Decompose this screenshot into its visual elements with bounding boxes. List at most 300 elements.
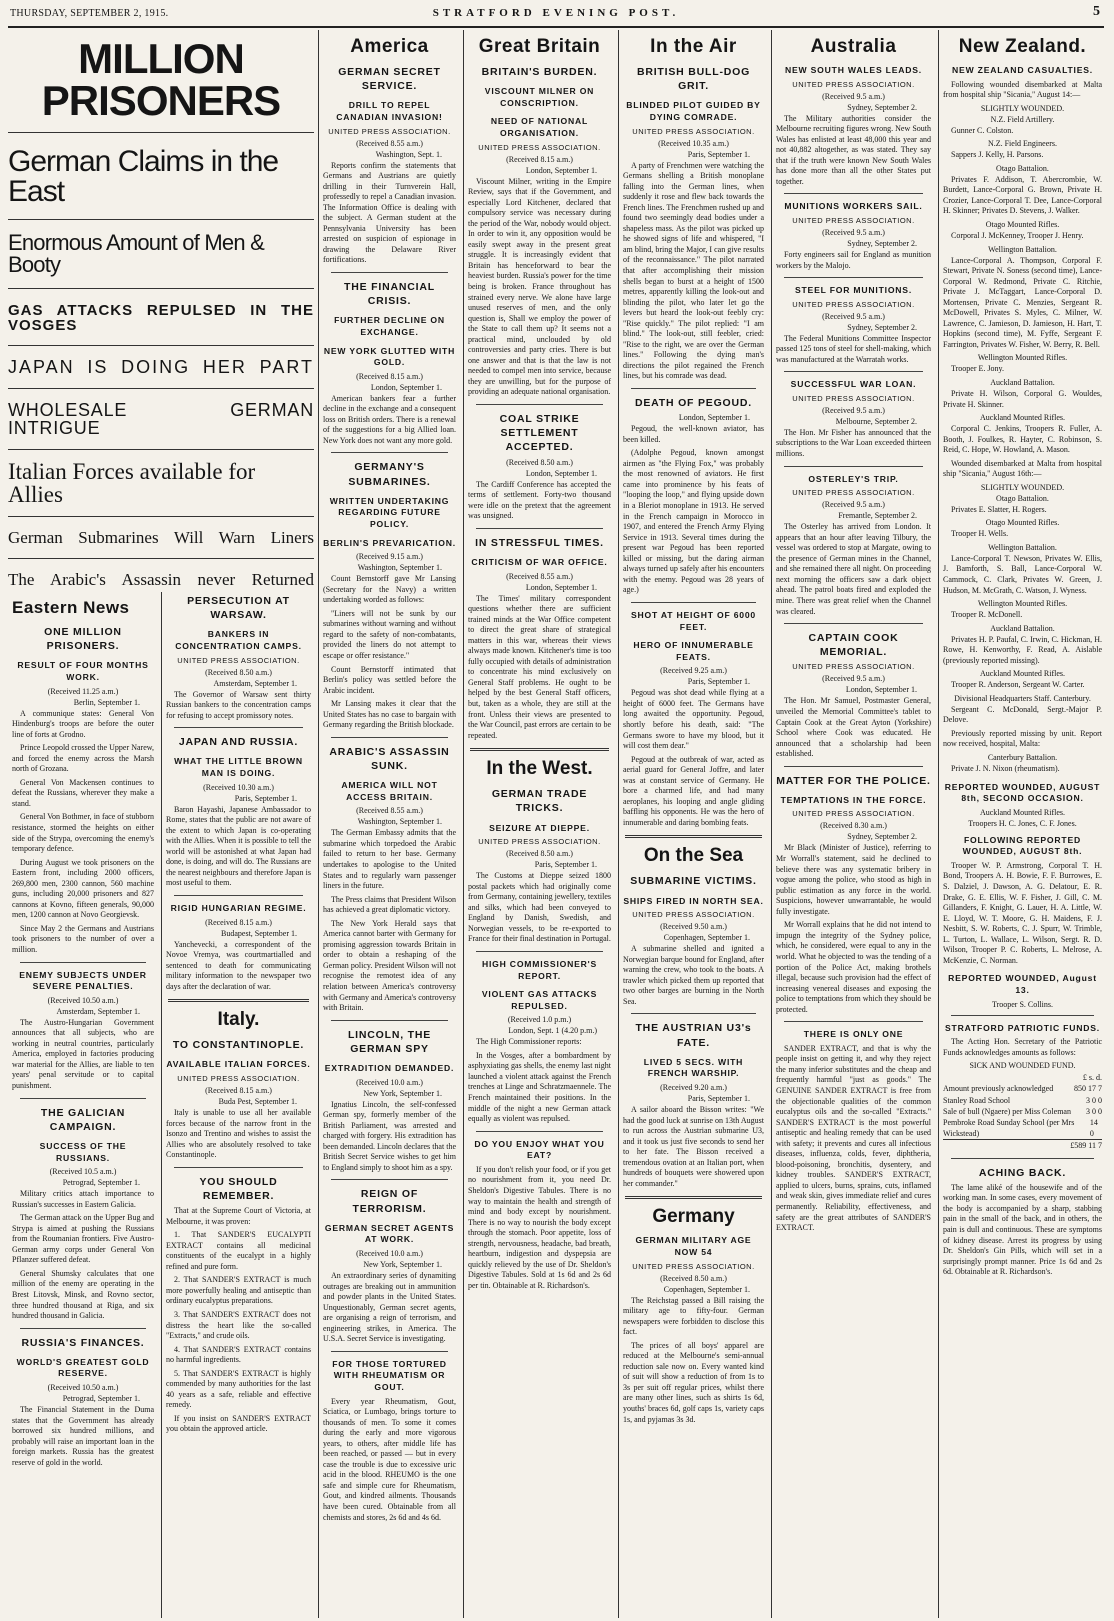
col2-s1-source: UNITED PRESS ASSOCIATION. <box>177 655 300 665</box>
west-source: UNITED PRESS ASSOCIATION. <box>478 837 601 847</box>
america-s5-para: Ignatius Lincoln, the self-confessed German spy, formerly member of the British Parliament, was arrested and charged with forgery. His extradition has been demanded. Lincoln declares that the British Secret Service wishes to get him to England simply to shoot him as a spy. <box>323 1099 456 1172</box>
fund-row <box>943 1106 1102 1117</box>
divider <box>784 623 923 624</box>
air-s1-heading: BRITISH BULL-DOG GRIT. <box>636 66 751 93</box>
sea-dateline: Copenhagen, September 1. <box>663 933 750 943</box>
divider <box>476 528 603 529</box>
nz-casualty-line: Private J. N. Nixon (rheumatism). <box>951 764 1060 774</box>
col2-s3-dateline: Budapest, September 1. <box>221 928 297 938</box>
column-in-the-air <box>618 30 768 1618</box>
column-great-britain <box>463 30 615 1618</box>
eastern-s1-para: During August we took prisoners on the Eastern front, including 2000 officers, 269,800 men, 2300 cannon, 560 machine guns, including 20,000 prisoners and 827 cannons at Kovno, fifteen generals, 90,000 men, 1200 cannon at Novo Georgievsk. <box>12 857 154 920</box>
headline-million-prisoners: MILLION PRISONERS <box>8 30 314 133</box>
eastern-s2-heading: ENEMY SUBJECTS UNDER SEVERE PENALTIES. <box>19 969 147 992</box>
fund-currency-header: £ s. d. <box>1082 1073 1102 1083</box>
america-s4-para: The New York Herald says that America cannot barter with Germany for promising aggression towards Britain in order to obtain a reshaping of the German policy. President Wilson will not recognise the remotest idea of any relation between America's controversy with Germany and America's controversy with Britain. <box>323 918 456 1013</box>
britain-s5-received: (Received 1.0 p.m.) <box>507 1015 572 1025</box>
front-headlines <box>8 30 314 588</box>
sanders-ad-para: 2. That SANDER'S EXTRACT is much more powerfully healing and antiseptic than ordinary eucalyptus preparations. <box>166 1275 311 1306</box>
air-s2-para: Pegoud, the well-known aviator, has been killed. <box>623 424 764 444</box>
divider <box>784 371 923 372</box>
air-s1-received: (Received 10.35 a.m.) <box>658 138 729 148</box>
australia-s1-dateline: Sydney, September 2. <box>847 102 917 112</box>
page-number: 5 <box>1093 4 1100 19</box>
nz-casualty-line: Privates H. P. Paufal, C. Irwin, C. Hickman, H. Rowe, H. Kenworthy, F. Read, A. Aislable (previously reported missing). <box>943 634 1102 665</box>
eastern-s1-para: Since May 2 the Germans and Austrians took prisoners to the number of over a million. <box>12 923 154 955</box>
britain-s3-heading: IN STRESSFUL TIMES. <box>475 536 604 549</box>
fund-name: SICK AND WOUNDED FUND. <box>969 1061 1076 1071</box>
headline-enormous-amount: Enormous Amount of Men & Booty <box>8 220 314 289</box>
divider <box>476 1131 603 1132</box>
col2-s1-subheading: BANKERS IN CONCENTRATION CAMPS. <box>175 629 302 651</box>
australia-s4-heading: SUCCESSFUL WAR LOAN. <box>790 379 917 390</box>
divider <box>331 272 448 273</box>
fund-row-amount: 3 0 0 <box>1086 1095 1102 1105</box>
nz-casualty-line: REPORTED WOUNDED, AUGUST 8th, SECOND OCCASION. <box>944 781 1101 804</box>
air-s3-received: (Received 9.25 a.m.) <box>660 666 727 676</box>
divider <box>174 1167 303 1168</box>
nz-casualty-line: SLIGHTLY WOUNDED. <box>980 482 1065 492</box>
australia-s5-dateline: Fremantle, September 2. <box>838 511 917 521</box>
air-s3-heading: SHOT AT HEIGHT OF 6000 FEET. <box>630 609 757 632</box>
america-s2-dateline: London, September 1. <box>370 382 442 392</box>
air-s5-heading: THE AUSTRIAN U3's FATE. <box>635 1022 752 1049</box>
col2-s2-received: (Received 10.30 a.m.) <box>203 782 274 792</box>
fund-columns <box>943 1072 1102 1083</box>
divider <box>174 727 303 728</box>
nz-casualty-line: Privates E. Slatter, H. Rogers. <box>951 504 1047 514</box>
col2-s1-dateline: Amsterdam, September 1. <box>213 678 297 688</box>
air-s5-dateline: Paris, September 1. <box>687 1094 750 1103</box>
fund-row-label: Sale of bull (Ngaere) per Miss Coleman <box>943 1106 1071 1116</box>
eastern-s3-dateline: Petrograd, September 1. <box>62 1178 140 1188</box>
nz-casualty-line: Sappers J. Kelly, H. Parsons. <box>951 150 1044 160</box>
divider <box>331 1020 448 1021</box>
fund-row <box>943 1095 1102 1106</box>
australia-title: Australia <box>810 36 897 57</box>
australia-s3-para: The Federal Munitions Committee Inspector passed 125 tons of steel for shell-making, which was manufactured at the Warratah works. <box>776 333 931 364</box>
col2-s3-received: (Received 8.15 a.m.) <box>205 917 272 927</box>
col2-s2-heading: JAPAN AND RUSSIA. <box>178 736 299 749</box>
col2-s2-dateline: Paris, September 1. <box>234 793 297 803</box>
nz-casualty-line: Troopers H. C. Jones, C. F. Jones. <box>968 818 1077 828</box>
australia-s5-para: The Osterley has arrived from London. It appears that an hour after leaving Tilbury, the vessel was ordered to stop at Margate, owing to the presence of German mines in the Channel, and she remained there all night. On proceeding next morning the officers saw a dark object ahead. The patrol boats fired and exploded the mine. There was great relief when the Channel was cleared. <box>776 522 931 616</box>
sea-source: UNITED PRESS ASSOCIATION. <box>632 910 755 920</box>
australia-s4-received: (Received 9.5 a.m.) <box>822 405 885 415</box>
col2-s1-heading: PERSECUTION AT WARSAW. <box>187 595 290 622</box>
australia-s7-dateline: Sydney, September 2. <box>847 832 917 842</box>
sanders-ad-para: 3. That SANDER'S EXTRACT does not distress the heart like the so-called "Extracts," and crude oils. <box>166 1310 311 1341</box>
col2-s2-subheading: WHAT THE LITTLE BROWN MAN IS DOING. <box>174 756 303 778</box>
britain-s5-subheading: VIOLENT GAS ATTACKS REPULSED. <box>481 989 598 1011</box>
italy-subheading: AVAILABLE ITALIAN FORCES. <box>166 1059 311 1070</box>
nz-casualty-line: Otago Battalion. <box>996 163 1049 173</box>
eastern-s4-subheading: WORLD'S GREATEST GOLD RESERVE. <box>16 1356 150 1379</box>
divider <box>631 1013 756 1014</box>
headline-intrigue: WHOLESALE GERMAN INTRIGUE <box>8 389 314 450</box>
nz-casualty-line: Trooper S. Collins. <box>991 999 1054 1009</box>
america-title: America <box>350 36 429 57</box>
nz-casualty-line: Trooper R. Anderson, Sergeant W. Carter. <box>951 680 1085 690</box>
australia-s4-para: The Hon. Mr Fisher has announced that the subscriptions to the War Loan exceeded thirteen millions. <box>776 427 931 459</box>
headline-arabic: The Arabic's Assassin never Returned <box>8 559 314 588</box>
eastern-s1-para: General Von Bothmer, in face of stubborn resistance, stormed the heights on either side of the Strypa, overcoming the enemy's temporary defence. <box>12 812 154 854</box>
america-s3-subheading: WRITTEN UNDERTAKING REGARDING FUTURE POLICY. <box>329 495 450 529</box>
west-subheading: SEIZURE AT DIEPPE. <box>489 822 590 833</box>
divider <box>331 1179 448 1180</box>
air-s2-dateline: London, September 1. <box>678 413 750 423</box>
air-s2-para: (Adolphe Pegoud, known amongst airmen as "the Flying Fox," was probably the most renowned of aviators. He first came into prominence by his feats of "looping the loop," and flying upside down in a Bleriot monoplane in 1913. He served in the French campaign in Morocco in 1907, and entered the French Army Flying Service in 1913. Several times during the present war Pegoud has been reported killed or missing, but the daring airman always turned up safely after his encounters with the enemy. Pegoud was 28 years of age.) <box>623 448 764 595</box>
patriotic-funds-heading: STRATFORD PATRIOTIC FUNDS. <box>945 1022 1100 1033</box>
eastern-s3-para: The German attack on the Upper Bug and Strypa is aimed at pushing the Russians from the Roumanian frontiers. Five Austro-German army corps under General Von Pflanzer suffered defeat. <box>12 1213 154 1265</box>
america-s3-received: (Received 9.15 a.m.) <box>356 552 423 562</box>
nz-casualty-line: Wounded disembarked at Malta from hospital ship "Sicania," August 16th:— <box>943 458 1102 479</box>
nz-casualty-line: Canterbury Battalion. <box>987 753 1058 763</box>
britain-s3-subheading: CRITICISM OF WAR OFFICE. <box>471 556 608 567</box>
sheldon-ad-heading: DO YOU ENJOY WHAT YOU EAT? <box>474 1138 605 1161</box>
australia-s3-dateline: Sydney, September 2. <box>847 322 917 332</box>
divider <box>20 1328 146 1329</box>
eastern-s1-subheading: RESULT OF FOUR MONTHS WORK. <box>17 660 149 682</box>
australia-s7-para: Mr Worrall explains that he did not intend to impugn the integrity of the Sydney police, which, he considered, were equal to any in the world. What he objected to was the tending of a portion of the Police Act, making brothels illegal, because such provision had the effect of increasing venereal diseases and exposing the police to temptations from which they should be protected. <box>776 920 931 1014</box>
col2-s1-received: (Received 8.50 a.m.) <box>205 667 272 677</box>
america-s5-subheading: EXTRADITION DEMANDED. <box>324 1063 455 1073</box>
britain-s2-received: (Received 8.50 a.m.) <box>506 457 573 467</box>
divider <box>784 1021 923 1022</box>
germany-para: The Reichstag passed a Bill raising the military age to fifty-four. German newspapers were forbidden to disclose this fact. <box>623 1295 764 1337</box>
nz-casualty-line: REPORTED WOUNDED, August 13. <box>948 973 1097 995</box>
nz-casualty-line: Trooper W. P. Armstrong, Corporal T. H. Bond, Troopers A. H. Bowie, F. F. Burrowes, E. S. Dalziel, J. Dawson, A. G. Delatour, E. R. Drake, G. E. Ellis, W. F. Fisher, J. Gill, C. M. Gillanders, F. Knight, G. Lauer, H. A. Little, W. E. Lloyd, W. T. Moore, G. H. Maidens, F. J. Nesbitt, S. W. Roberts, C. J. Spurr, W. Trimble, L. Turton, L. Wallace, L. Wilson, Sergt. R. D. Wilson, Trooper P. C. Roberts, L. Melrose, A. McKenzie, C. Norman. <box>943 860 1102 965</box>
nz-casualty-line: N.Z. Field Engineers. <box>987 139 1058 149</box>
divider <box>331 1351 448 1352</box>
col2-s2-para: Baron Hayashi, Japanese Ambassador to Rome, states that the public are not aware of the extent to which Japan is co-operating with the Allies. When it is possible to tell the world will be astonished at what Japan had done, is doing, and will do. The Russians are the nearest neighbours and therefore Japan is most useful to them. <box>166 804 311 888</box>
eastern-s3-para: Military critics attach importance to Russian's successes in Eastern Galicia. <box>12 1189 154 1209</box>
britain-s5-dateline: London, Sept. 1 (4.20 p.m.) <box>508 1026 597 1036</box>
air-s5-received: (Received 9.20 a.m.) <box>660 1083 727 1092</box>
nz-casualty-line: Auckland Battalion. <box>990 377 1055 387</box>
masthead <box>8 2 1104 28</box>
divider <box>174 895 303 896</box>
headline-japan: JAPAN IS DOING HER PART <box>8 346 314 389</box>
nz-casualty-line: Trooper H. Wells. <box>951 529 1009 539</box>
sander-extract-ad-para: SANDER EXTRACT, and that is why the people insist on getting it, and why they reject the many inferior substitutes and the cheap and frequently harmful "just as goods." The GENUINE SANDER EXTRACT is free from the objectionable qualities of the common eucalyptus oils and the so-called "Extracts." SANDER'S EXTRACT is the most powerful antiseptic and healing remedy that can be used with safety; it prevents and cures all infectious diseases, influenza, colds, fever, diphtheria, blood-poisoning, bronchitis, dysentery, and kidney troubles. SANDER'S EXTRACT, applied to ulcers, burns, sprains, cuts, inflamed and weak skin, gives immediate relief and cures permanently. Reliability, effectiveness, and safety are the great attributes of SANDER'S EXTRACT. <box>776 1043 931 1233</box>
nz-casualty-line: Wellington Mounted Rifles. <box>977 599 1068 609</box>
britain-title: Great Britain <box>478 36 601 57</box>
paper-title: STRATFORD EVENING POST. <box>432 7 680 19</box>
air-s3-subheading: HERO OF INNUMERABLE FEATS. <box>633 640 754 662</box>
air-s3-dateline: Paris, September 1. <box>687 677 750 687</box>
divider <box>784 466 923 467</box>
divider <box>951 1015 1094 1016</box>
eastern-s4-dateline: Petrograd, September 1. <box>62 1394 140 1404</box>
australia-s4-dateline: Melbourne, September 2. <box>835 416 917 426</box>
eastern-s3-subheading: SUCCESS OF THE RUSSIANS. <box>39 1140 127 1163</box>
britain-s1-subheading: VISCOUNT MILNER ON CONSCRIPTION. <box>484 86 595 108</box>
germany-section-title: Germany <box>652 1206 735 1228</box>
sea-subheading: SHIPS FIRED IN NORTH SEA. <box>623 895 764 906</box>
air-s1-subheading: BLINDED PILOT GUIDED BY DYING COMRADE. <box>626 100 761 122</box>
america-s6-dateline: New York, September 1. <box>363 1259 442 1269</box>
america-s4-received: (Received 8.55 a.m.) <box>356 806 423 816</box>
eastern-s2-para: The Austro-Hungarian Government announces that all subjects, who are working in neutral countries, particularly America, employed in factories producing war material for the Allies, are liable to ten years' penal servitude or to capital punishment. <box>12 1017 154 1091</box>
australia-s5-received: (Received 9.5 a.m.) <box>822 500 885 510</box>
column-america <box>318 30 460 1618</box>
sea-section-title: On the Sea <box>643 845 744 867</box>
fund-row-amount: 850 17 7 <box>1074 1084 1102 1094</box>
sheldon-ad-para: If you don't relish your food, or if you get no nourishment from it, you need Dr. Sheldon's Digestive Tabules. There is no way to maintain the health and strength of mind and body except by nourishment. There is no way to nourish the body except through the stomach. Poor appetite, loss of strength, nervousness, headache, bad breath, heartburn, indigestion and dyspepsia are quickly relieved by the use of Dr. Sheldon's Digestive Tabules. Sold at 1s 6d and 2s 6d per tin. Obtainable at R. Richardson's. <box>468 1164 611 1290</box>
air-s3-para: Pegoud was shot dead while flying at a height of 6000 feet. The Germans have long awaited the opportunity. Pegoud, shortly before his death, said: "The Germans swore to have my blood, but it will cost them dear." <box>623 688 764 751</box>
america-s3-dateline: Washington, September 1. <box>357 563 442 573</box>
nz-casualty-line: Corporal C. Jenkins, Troopers R. Fuller, A. Booth, J. Foulkes, R. Hayter, C. Robinson, S. Reid, C. Hope, W. Howland, A. Mason. <box>943 424 1102 455</box>
britain-s3-para: The Times' military correspondent questions whether there are sufficient trained minds at the War Office competent to direct the great share of strategical matters in this war, whereas their views always made known. Kitchener's time is too fully occupied with details of administration to concentrate his mind exclusively on General Staff problems. He ought to be helped by the best General Staff officers, but, taken as a whole, they are still at the front. Unless their views are presented to the War Council, past errors are certain to be repeated. <box>468 593 611 740</box>
australia-s2-dateline: Sydney, September 2. <box>847 239 917 249</box>
nz-title: New Zealand. <box>958 36 1087 57</box>
air-s5-subheading: LIVED 5 SECS. WITH FRENCH WARSHIP. <box>643 1056 744 1079</box>
america-s6-received: (Received 10.0 a.m.) <box>356 1248 423 1258</box>
divider <box>476 951 603 952</box>
australia-s7-subheading: TEMPTATIONS IN THE FORCE. <box>780 794 927 805</box>
divider <box>631 602 756 603</box>
air-title: In the Air <box>650 36 737 57</box>
britain-s3-dateline: London, September 1. <box>525 582 597 592</box>
nz-casualty-line: SLIGHTLY WOUNDED. <box>980 103 1065 113</box>
britain-s5-para: The High Commissioner reports: <box>476 1037 582 1047</box>
australia-s7-received: (Received 8.30 a.m.) <box>820 821 887 831</box>
eastern-s3-heading: THE GALICIAN CAMPAIGN. <box>40 1106 126 1133</box>
sanders-ad-para: That at the Supreme Court of Victoria, at Melbourne, it was proven: <box>166 1206 311 1226</box>
headline-gas-attacks: GAS ATTACKS REPULSED IN THE VOSGES <box>8 289 314 346</box>
divider <box>476 404 603 405</box>
sanders-ad-para: 4. That SANDER'S EXTRACT contains no harmful ingredients. <box>166 1344 311 1365</box>
eastern-s4-received: (Received 10.50 a.m.) <box>47 1383 119 1393</box>
germany-received: (Received 8.50 a.m.) <box>660 1273 727 1283</box>
australia-s1-heading: NEW SOUTH WALES LEADS. <box>785 65 922 75</box>
eastern-s1-received: (Received 11.25 a.m.) <box>47 686 119 696</box>
britain-s2-para: The Cardiff Conference has accepted the terms of settlement. Forty-two thousand were idle on the pretext that the agreement was unsigned. <box>468 479 611 521</box>
britain-s5-heading: HIGH COMMISSIONER'S REPORT. <box>481 958 598 981</box>
nz-casualty-line: Sergeant C. McDonald, Sergt.-Major P. Delove. <box>943 704 1102 725</box>
nz-casualty-line: Wellington Battalion. <box>988 542 1057 552</box>
america-s3-para: Count Bernstorff gave Mr Lansing (Secretary for the Navy) a written undertaking worded as follows: <box>323 574 456 605</box>
sanders-ad-para: If you insist on SANDER'S EXTRACT you obtain the approved article. <box>166 1413 311 1434</box>
america-s1-para: Reports confirm the statements that Germans and Austrians are quietly drilling in their Turnverein Hall, professedly to repel a Canadian invasion. The Information Office is dealing with the subject. A German student at the Pennsylvania University has been arrested on suspicion of espionage in drawing the Delaware River fortifications. <box>323 160 456 265</box>
nz-casualty-line: Otago Mounted Rifles. <box>985 518 1060 528</box>
eastern-news-title: Eastern News <box>12 598 130 617</box>
aching-back-ad-para: The lame aliké of the housewife and of the working man. In some cases, every movement of the body is accompanied by a sharp, stabbing pain in the small of the back, and in others, the pain is dull and continuous. These are symptoms of kidney disease. Arrest its progress by using Dr. Sheldon's Gin Pills, which will set in a surprisingly prompt manner. Price 1s 6d and 2s 6d. Obtainable at R. Richardson's. <box>943 1182 1102 1277</box>
west-para: The Customs at Dieppe seized 1800 postal packets which had originally come from Germany, containing jewellery, textiles and silks, which had been conveyed to England by Danish, Swedish, and Norwegian vessels, to be re-exported to France for their final destination in Portugal. <box>468 871 611 944</box>
col2-s3-para: Yanchevecki, a correspondent of the Novoe Vremya, was courtmartialled and sentenced to death for communicating military information to the newspaper two days after the declaration of war. <box>166 939 311 991</box>
britain-s1-heading: BRITAIN'S BURDEN. <box>481 66 598 78</box>
col2-s1-para: The Governor of Warsaw sent thirty Russian bankers to the concentration camps for refusing to accept promissory notes. <box>166 689 311 720</box>
australia-s2-source: UNITED PRESS ASSOCIATION. <box>792 216 915 226</box>
america-s4-heading: ARABIC'S ASSASSIN SUNK. <box>329 745 450 772</box>
america-s1-dateline: Washington, Sept. 1. <box>375 149 442 159</box>
australia-s1-source: UNITED PRESS ASSOCIATION. <box>792 79 915 89</box>
australia-s5-source: UNITED PRESS ASSOCIATION. <box>792 488 915 498</box>
fund-total: £589 11 7 <box>1070 1141 1102 1151</box>
america-s1-subheading: DRILL TO REPEL CANADIAN INVASION! <box>336 100 443 122</box>
nz-casualty-line: Corporal J. McKenney, Trooper J. Henry. <box>951 230 1084 240</box>
fund-total-row <box>943 1139 1102 1151</box>
sea-para: A submarine shelled and ignited a Norwegian barque bound for England, after warning the crew, who took to the boats. A trawler which picked them up reported that two other barges are burning in the North Sea. <box>623 944 764 1006</box>
america-s6-heading: REIGN OF TERRORISM. <box>352 1188 427 1215</box>
divider <box>20 1098 146 1099</box>
australia-s2-received: (Received 9.5 a.m.) <box>822 228 885 238</box>
divider <box>168 999 309 1002</box>
rheumo-ad-heading: FOR THOSE TORTURED WITH RHEUMATISM OR GOUT. <box>332 1358 447 1392</box>
australia-s7-para: Mr Black (Minister of Justice), referring to Mr Worrall's statement, said he declined to believe there was any systematic bribery in vogue among the police, who stood as high in public estimation as any force in the world. Suspicions, however unwarrantable, he would fully investigate. <box>776 843 931 916</box>
nz-casualty-line: Private H. Wilson, Corporal G. Wouldes, Private H. Skinner. <box>943 388 1102 409</box>
italy-dateline: Buda Pest, September 1. <box>218 1097 297 1106</box>
eastern-s1-para: General Von Mackensen continues to defeat the Russians, wherever they make a stand. <box>12 777 154 808</box>
britain-s1-dateline: London, September 1. <box>525 165 597 175</box>
divider <box>951 1158 1094 1159</box>
sander-extract-ad-heading: THERE IS ONLY ONE <box>803 1029 904 1040</box>
australia-s7-heading: MATTER FOR THE POLICE. <box>776 774 931 787</box>
west-section-title: In the West. <box>486 758 593 780</box>
west-heading: GERMAN TRADE TRICKS. <box>491 788 588 815</box>
divider <box>625 1196 762 1199</box>
col2-s3-heading: RIGID HUNGARIAN REGIME. <box>170 902 307 913</box>
sea-heading: SUBMARINE VICTIMS. <box>630 875 757 888</box>
fund-row-label: Stanley Road School <box>943 1095 1011 1105</box>
italy-para: Italy is unable to use all her available forces because of the narrow front in the Isonzo and Trentino and wishes to assist the Allies who are absolutely resolved to take Constantinople. <box>166 1108 311 1160</box>
west-dateline: Paris, September 1. <box>534 860 597 870</box>
nz-casualty-line: Divisional Headquarters Staff. Canterbury. <box>954 693 1091 703</box>
america-s2-subheading: FURTHER DECLINE ON EXCHANGE. <box>334 315 445 337</box>
divider <box>631 388 756 389</box>
sanders-ad-heading: YOU SHOULD REMEMBER. <box>199 1175 278 1202</box>
air-s2-heading: DEATH OF PEGOUD. <box>634 397 753 410</box>
america-s1-received: (Received 8.55 a.m.) <box>356 138 423 148</box>
nz-casualty-line: N.Z. Field Artillery. <box>990 114 1055 124</box>
issue-date: THURSDAY, SEPTEMBER 2, 1915. <box>10 8 169 19</box>
germany-source: UNITED PRESS ASSOCIATION. <box>632 1261 755 1271</box>
sea-received: (Received 9.50 a.m.) <box>660 922 727 932</box>
sanders-ad-para: 1. That SANDER'S EUCALYPTI EXTRACT contains all medicinal constituents of the eucalypt in a highly refined and pure form. <box>166 1230 311 1271</box>
rheumo-ad-para: Every year Rheumatism, Gout, Sciatica, or Lumbago, brings torture to thousands of men. To some it comes during the early and more vigorous years, to others, after middle life has been reached, or passed — but in every case the trouble is due to excessive uric acid in the blood. RHEUMO is the one safe and simple cure for Rheumatism, Gout, and kindred ailments. Thousands have been cured. Obtainable from all chemists and stores, 2s 6d and 4s 6d. <box>323 1396 456 1522</box>
america-s1-heading: GERMAN SECRET SERVICE. <box>338 66 441 93</box>
nz-casualty-line: Gunner C. Colston. <box>951 125 1014 135</box>
nz-casualty-line: Otago Battalion. <box>996 493 1049 503</box>
air-s5-para: A sailor aboard the Bisson writes: "We had the good luck at sunrise on 13th August to run across the Austrian submarine U3, and it took us just five seconds to send her to her fate. The Bisson received a tremendous ovation at an Italian port, when hundreds of bouquets were showered upon her commander." <box>623 1105 764 1188</box>
australia-s2-para: Forty engineers sail for England as munition workers by the Malojo. <box>776 250 931 270</box>
nz-casualty-line: Auckland Mounted Rifles. <box>979 413 1066 423</box>
column-australia <box>771 30 935 1618</box>
column-warsaw-italy <box>161 592 315 1618</box>
italy-section-title: Italy. <box>217 1009 260 1031</box>
australia-s5-heading: OSTERLEY'S TRIP. <box>808 473 899 484</box>
divider <box>625 835 762 838</box>
america-s5-received: (Received 10.0 a.m.) <box>356 1077 423 1087</box>
headline-italian-forces: Italian Forces available for Allies <box>8 450 314 517</box>
america-s6-subheading: GERMAN SECRET AGENTS AT WORK. <box>324 1222 455 1245</box>
eastern-s1-para: Prince Leopold crossed the Upper Narew, and forced the enemy across the Marsh north of Grozana. <box>12 743 154 774</box>
america-s4-para: The German Embassy admits that the submarine which torpedoed the Arabic failed to return to her base. Germany undertakes to apologise to the United States and to regularly warn passenger liners in the future. <box>323 828 456 891</box>
america-s4-subheading: AMERICA WILL NOT ACCESS BRITAIN. <box>341 780 438 802</box>
divider <box>784 766 923 767</box>
eastern-s1-dateline: Berlin, September 1. <box>73 697 140 707</box>
eastern-s3-received: (Received 10.5 a.m.) <box>49 1167 117 1177</box>
australia-s6-heading: CAPTAIN COOK MEMORIAL. <box>808 632 899 659</box>
italy-heading: TO CONSTANTINOPLE. <box>172 1039 305 1052</box>
america-s4-para: The Press claims that President Wilson has achieved a great diplomatic victory. <box>323 894 456 915</box>
eastern-s4-heading: RUSSIA'S FINANCES. <box>21 1336 145 1349</box>
fund-row-amount: 3 0 0 <box>1086 1106 1102 1116</box>
divider <box>470 748 609 751</box>
divider <box>331 452 448 453</box>
nz-casualty-line: Otago Mounted Rifles. <box>985 219 1060 229</box>
australia-s3-source: UNITED PRESS ASSOCIATION. <box>792 299 915 309</box>
nz-casualty-line: Privates F. Addison, T. Abercrombie, W. Burdett, Lance-Corporal G. Brown, Private H. Crozier, Lance-Corporal T. Dee, Lance-Corporal H. Skinner; Privates D. Stevens, J. Walker. <box>943 174 1102 216</box>
divider <box>784 277 923 278</box>
britain-s2-dateline: London, September 1. <box>525 468 597 478</box>
america-s1-source: UNITED PRESS ASSOCIATION. <box>328 126 451 136</box>
america-s2-subheading-2: NEW YORK GLUTTED WITH GOLD. <box>323 345 456 368</box>
divider <box>784 193 923 194</box>
fund-row <box>943 1083 1102 1094</box>
america-s2-heading: THE FINANCIAL CRISIS. <box>344 281 435 308</box>
australia-s7-source: UNITED PRESS ASSOCIATION. <box>792 809 915 819</box>
america-s6-para: An extraordinary series of dynamiting outrages are breaking out in ammunition and powder plants in the United States. Unquestionably, German secret agents, are organising a reign of terrorism, and engineering strikes, in America. The U.S.A. Secret Service is investigating. <box>323 1270 456 1344</box>
america-s3-heading: GERMANY'S SUBMARINES. <box>348 461 431 488</box>
nz-casualty-line: Trooper R. McDonell. <box>951 610 1023 620</box>
italy-source: UNITED PRESS ASSOCIATION. <box>177 1074 300 1083</box>
australia-s2-heading: MUNITIONS WORKERS SAIL. <box>784 201 923 212</box>
america-s2-received: (Received 8.15 a.m.) <box>356 371 423 381</box>
america-s3-para: Mr Lansing makes it clear that the United States has no case to bargain with Germany regarding the British blockade. <box>323 699 456 730</box>
america-s4-dateline: Washington, September 1. <box>357 817 442 827</box>
air-s1-para: A party of Frenchmen were watching the Germans shelling a British monoplane falling into the German lines, when suddenly it rose and flew back towards the French lines. The Frenchmen rushed up and found two seemingly dead bodies under a shapeless mass. As the pilot was picked up he showed signs of life and whispered, "I am blind, bring the Major, I can give results of the reconnaissance." The pilot narrated that after accomplishing their mission shells began to burst at a height of 1500 metres, apparently killing the look-out and blinding the pilot, who later let go the levers but heard the look-out feebly cry: "Rise quickly." The pilot replied: "I am blind." The look-out, still feebler, cried: "Rise to the right, we are over the German lines." Following the dying man's directions the pilot regained the French lines, but his comrade was dead. <box>623 160 764 381</box>
nz-casualty-line: FOLLOWING REPORTED WOUNDED, AUGUST 8th. <box>962 834 1083 857</box>
australia-s3-heading: STEEL FOR MUNITIONS. <box>794 285 913 296</box>
nz-casualties-heading: NEW ZEALAND CASUALTIES. <box>952 65 1093 75</box>
germany-heading: GERMAN MILITARY AGE NOW 54 <box>635 1235 752 1257</box>
divider <box>20 962 146 963</box>
air-s1-dateline: Paris, September 1. <box>687 149 750 159</box>
eastern-s1-heading: ONE MILLION PRISONERS. <box>44 626 122 653</box>
australia-s1-para: The Military authorities consider the Melbourne recruiting figures wrong. New South Wales has enlisted at least 48,000 this year and not 40,882 altogether, as was stated. They say that if the truth were known New South Wales has done more than all the other States put together. <box>776 113 931 186</box>
australia-s3-received: (Received 9.5 a.m.) <box>822 311 885 321</box>
divider <box>331 737 448 738</box>
nz-casualty-line: Lance-Corporal A. Thompson, Corporal F. Stewart, Private N. Soness (second time), Lance-Corporal W. Redmond, Private C. Ritchie, Private J. McTaggart, Lance-Corporal D. Mortensen, Private C. Menzies, Sergeant R. McDowell, Privates S. Myles, C. Milner, W. Lawrence, C. Jamieson, D. Jamieson, H. Hart, T. Hopkins (second time), M. Fyffe, Sergeant F. Farrington, Privates W. Fisher, W. Berry, R. Bell. <box>943 255 1102 349</box>
australia-s4-source: UNITED PRESS ASSOCIATION. <box>792 393 915 403</box>
eastern-s2-received: (Received 10.50 a.m.) <box>47 995 119 1005</box>
nz-casualty-line: Wellington Mounted Rifles. <box>977 353 1068 363</box>
patriotic-funds-para: The Acting Hon. Secretary of the Patriotic Funds acknowledges amounts as follows: <box>943 1037 1102 1057</box>
nz-casualty-line: Following wounded disembarked at Malta from hospital ship "Sicania," August 14:— <box>943 79 1102 100</box>
air-s1-source: UNITED PRESS ASSOCIATION. <box>632 126 755 136</box>
eastern-s1-para: A communique states: General Von Hindenburg's troops are before the outer line of forts at Grodno. <box>12 708 154 739</box>
west-received: (Received 8.50 a.m.) <box>506 849 573 859</box>
germany-dateline: Copenhagen, September 1. <box>663 1284 750 1294</box>
headline-german-claims: German Claims in the East <box>8 133 314 220</box>
nz-casualty-line: Auckland Battalion. <box>990 623 1055 633</box>
nz-casualty-line: Previously reported missing by unit. Report now received, hospital, Malta: <box>943 728 1102 749</box>
britain-s5-para: In the Vosges, after a bombardment by asphyxiating gas shells, the enemy last night launched a violent attack against the French trenches at Linge and Schratzmaennele. The French maintained their positions. In the middle of the night a new German attack equally as violent was repulsed. <box>468 1050 611 1124</box>
australia-s1-received: (Received 9.5 a.m.) <box>822 91 885 101</box>
australia-s6-para: The Hon. Mr Samuel, Postmaster General, unveiled the Memorial Committee's tablet to Captain Cook at the Great Ayton (Yorkshire) School where Cook was educated. He announced that a scholarship had been established. <box>776 696 931 759</box>
america-s5-heading: LINCOLN, THE GERMAN SPY <box>347 1028 432 1055</box>
italy-received: (Received 8.15 a.m.) <box>205 1086 272 1095</box>
america-s2-para: American bankers fear a further decline in the exchange and a consequent loss on British orders. There is a renewal of the suggestions for a big Allied loan. New York does not want any more gold. <box>323 393 456 445</box>
eastern-s4-para: The Financial Statement in the Duma states that the Government has already borrowed six hundred millions, and probably will raise an important loan in the foreign markets. Russia has the greatest reserve of gold in the world. <box>12 1405 154 1467</box>
nz-casualty-line: Wellington Battalion. <box>988 244 1057 254</box>
america-s3-para: "Liners will not be sunk by our submarines without warning and without regard to the safety of non-combatants, provided the liners do not attempt to escape or offer resistance." <box>323 608 456 660</box>
america-s3-subheading-2: BERLIN'S PREVARICATION. <box>323 537 456 548</box>
column-eastern-news <box>8 592 158 1618</box>
america-s3-para: Count Bernstorff intimated that Berlin's policy was settled before the Arabic incident. <box>323 664 456 695</box>
